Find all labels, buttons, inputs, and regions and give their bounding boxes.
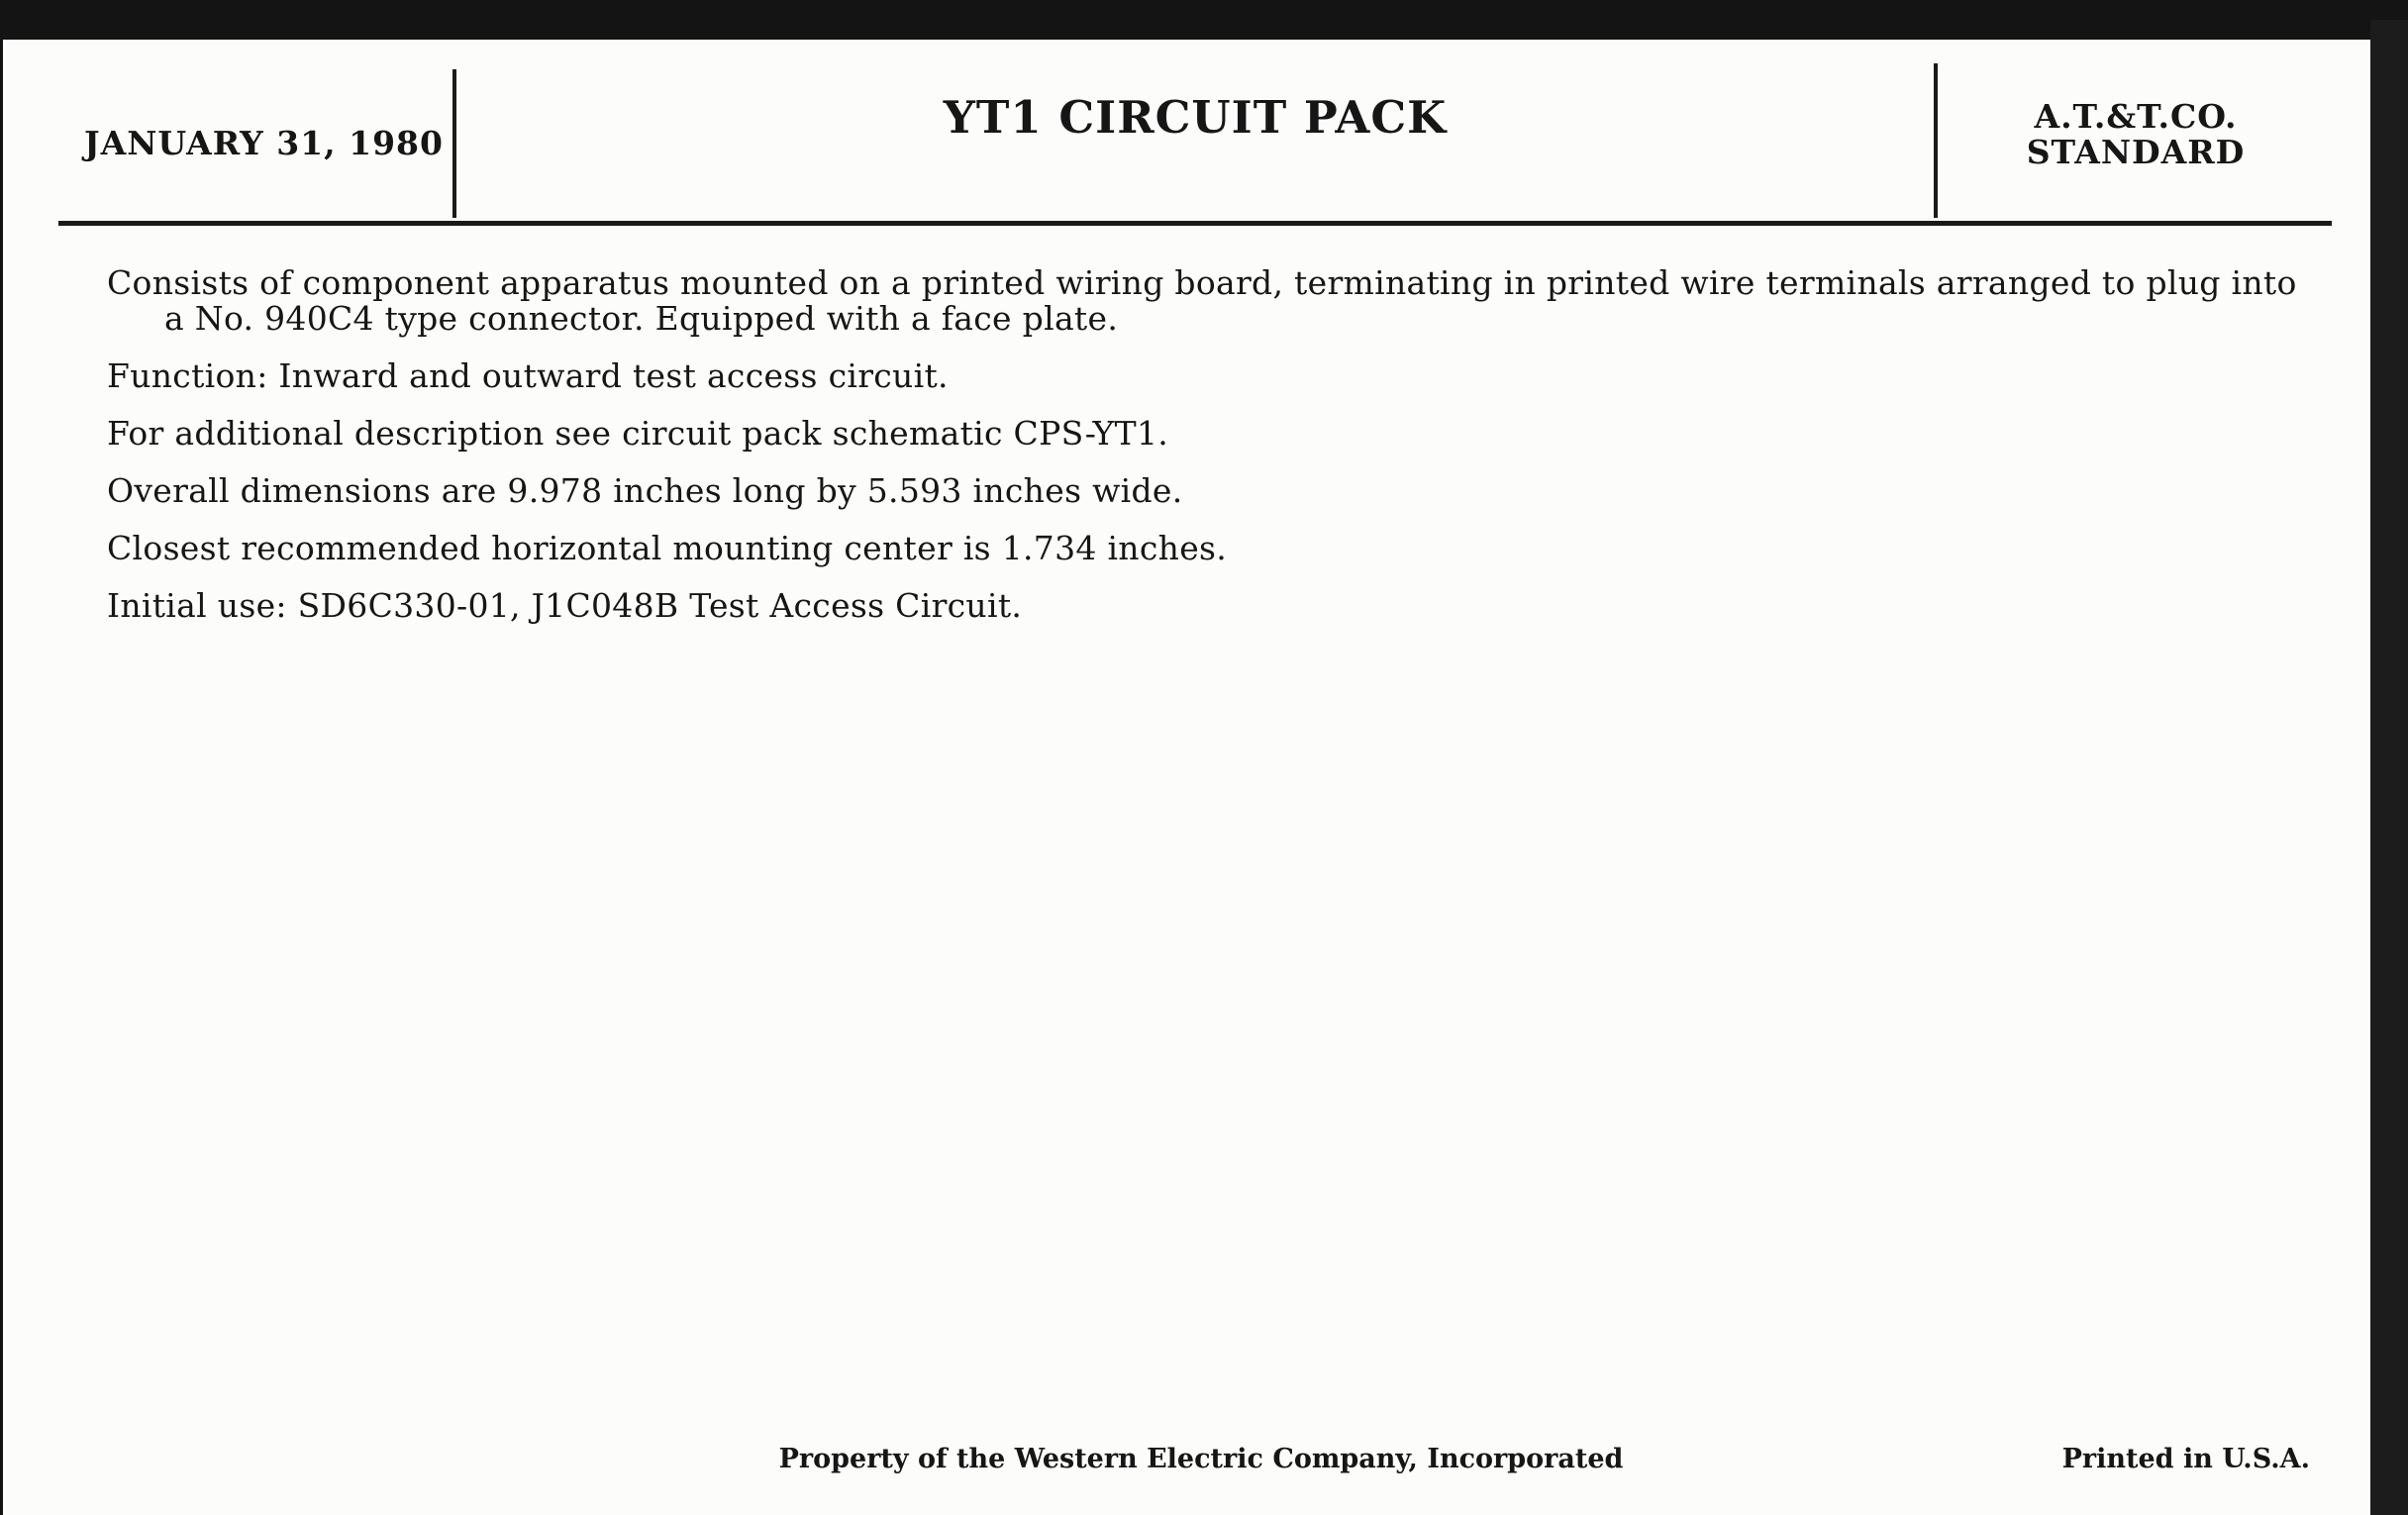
paragraph-additional-description: For additional description see circuit pack schematic CPS-YT1. xyxy=(107,414,1169,453)
paragraph-dimensions: Overall dimensions are 9.978 inches long by 5.593 inches wide. xyxy=(107,471,1183,510)
paragraph-initial-use: Initial use: SD6C330-01, J1C048B Test Access Circuit. xyxy=(107,586,1023,625)
paragraph-description xyxy=(107,265,2355,337)
footer-property-notice: Property of the Western Electric Company, Incorporated xyxy=(778,1444,1624,1474)
document-title: YT1 CIRCUIT PACK xyxy=(943,91,1448,144)
document-body xyxy=(107,265,2355,646)
document-date: JANUARY 31, 1980 xyxy=(84,124,444,162)
standard-label-line2: STANDARD xyxy=(2026,133,2246,171)
footer-printed-notice: Printed in U.S.A. xyxy=(2061,1444,2310,1474)
standard-label-line1: A.T.&T.CO. xyxy=(2034,97,2238,136)
paragraph-function: Function: Inward and outward test access circuit. xyxy=(107,356,949,395)
scan-edge-shadow xyxy=(2370,20,2408,1515)
paragraph-description-line2: a No. 940C4 type connector. Equipped with a face plate. xyxy=(164,299,1119,338)
standard-label xyxy=(1938,99,2334,170)
document-card xyxy=(3,40,2370,1515)
header-rule xyxy=(58,221,2332,226)
paragraph-description-line1: Consists of component apparatus mounted on a printed wiring board, terminating in printed wire terminals arranged to plug into xyxy=(107,263,2297,302)
paragraph-mounting-center: Closest recommended horizontal mounting center is 1.734 inches. xyxy=(107,529,1228,567)
